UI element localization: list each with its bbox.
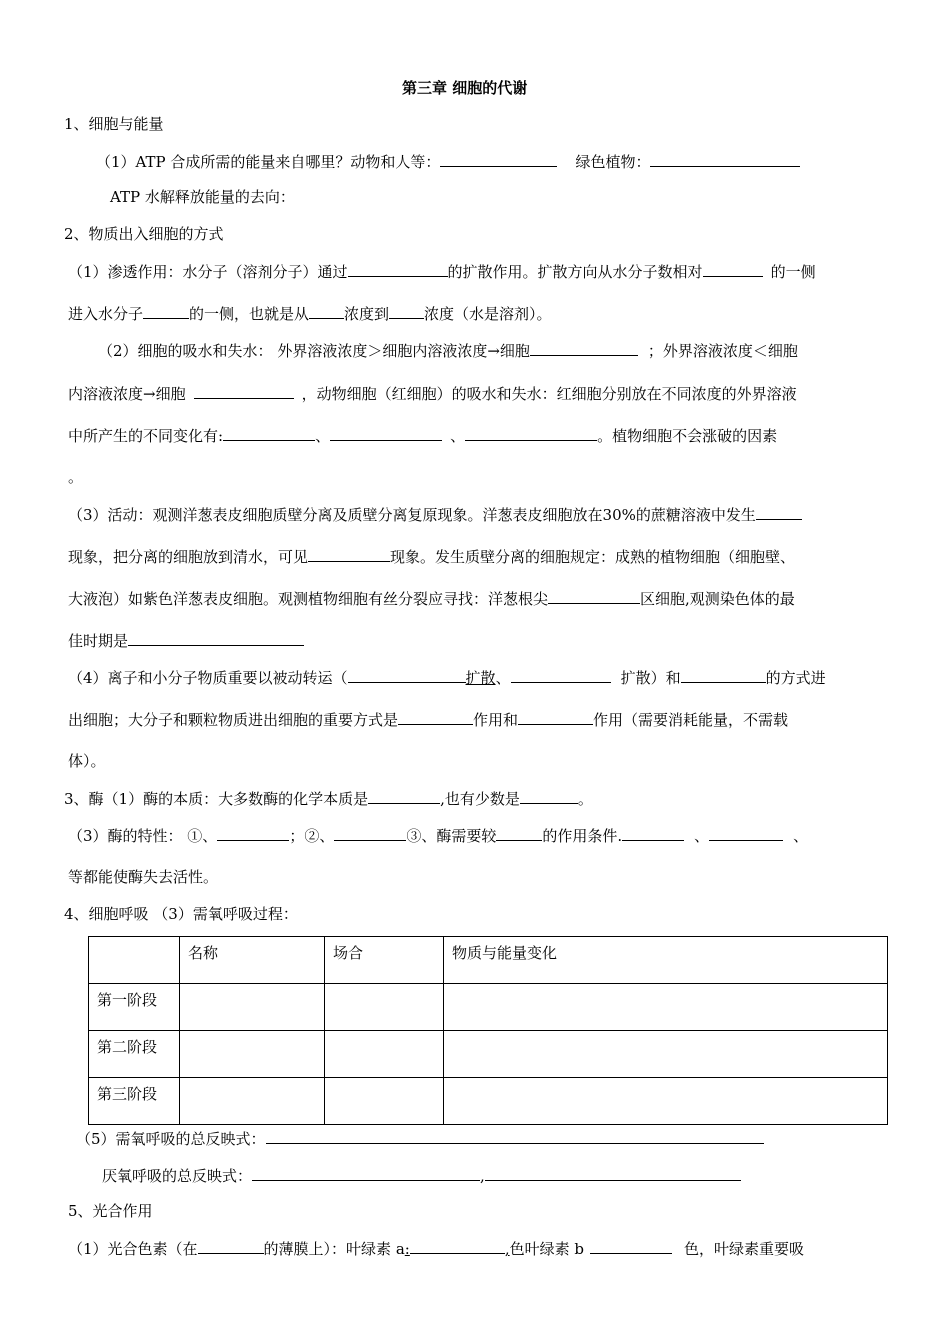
blank-field[interactable]: [410, 1238, 505, 1254]
text: 的一侧，也就是从: [189, 305, 310, 323]
s2-p4-line2: [68, 709, 788, 730]
blank-field[interactable]: [194, 383, 294, 399]
table-cell[interactable]: [180, 1078, 325, 1125]
text: 佳时期是: [68, 632, 129, 650]
text: ,也有少数是: [440, 790, 520, 808]
table-header-cell: 场合: [325, 937, 444, 984]
aerobic-equation-line: [76, 1128, 764, 1149]
blank-field[interactable]: [252, 1165, 480, 1181]
page-title: 第三章 细胞的代谢: [402, 79, 528, 97]
blank-field[interactable]: [622, 825, 684, 841]
blank-field[interactable]: [518, 709, 593, 725]
respiration-table: [88, 936, 888, 1125]
s2-p1-line2: [68, 303, 552, 324]
text: （3）酶的特性： ①、: [68, 827, 218, 845]
section-1-heading: 1、细胞与能量: [64, 115, 164, 133]
blank-field[interactable]: [548, 588, 640, 604]
anaerobic-equation-line: [102, 1165, 741, 1186]
text: 作用（需要消耗能量，不需载: [593, 711, 789, 729]
blank-field[interactable]: [223, 425, 315, 441]
text: ，动物细胞（红细胞）的吸水和失水：红细胞分别放在不同浓度的外界溶液: [301, 385, 797, 403]
table-row: [89, 984, 888, 1031]
text: :: [404, 1240, 410, 1258]
blank-field[interactable]: [348, 261, 448, 277]
blank-field[interactable]: [709, 825, 783, 841]
text: 扩散）和: [620, 669, 681, 687]
s3-line3: 等都能使酶失去活性。: [68, 868, 219, 886]
text: 、: [315, 427, 331, 445]
blank-field[interactable]: [334, 825, 406, 841]
table-row: [89, 1031, 888, 1078]
text: 现象。发生质壁分离的细胞规定：成熟的植物细胞（细胞壁、: [390, 548, 796, 566]
text: 作用和: [473, 711, 519, 729]
table-cell[interactable]: [325, 1078, 444, 1125]
s2-p2-line3: [68, 425, 777, 446]
blank-field[interactable]: [368, 788, 440, 804]
text: 3、酶（1）酶的本质：大多数酶的化学本质是: [64, 790, 369, 808]
table-cell[interactable]: [325, 1031, 444, 1078]
blank-field[interactable]: [440, 151, 557, 167]
text: （5）需氧呼吸的总反映式：: [76, 1130, 266, 1148]
text: ,: [504, 1240, 510, 1258]
s1-q1-line: [96, 151, 800, 172]
table-cell[interactable]: [180, 984, 325, 1031]
s3-line2: [68, 825, 808, 846]
table-header-cell: [89, 937, 180, 984]
s2-p4-line3: 体）。: [68, 752, 106, 770]
text: 色叶绿素 b: [509, 1240, 584, 1258]
text: 的作用条件.: [542, 827, 623, 845]
s3-line1: [64, 788, 593, 809]
text: 的扩散作用。扩散方向从水分子数相对: [447, 263, 703, 281]
table-cell[interactable]: [325, 984, 444, 1031]
text: 浓度（水是溶剂）。: [424, 305, 552, 323]
blank-field[interactable]: [485, 1165, 741, 1181]
text: 内溶液浓度→细胞: [68, 385, 186, 403]
row-label: 第一阶段: [89, 984, 180, 1031]
text: ,: [480, 1167, 485, 1185]
blank-field[interactable]: [128, 630, 304, 646]
blank-field[interactable]: [266, 1128, 764, 1144]
text: 的一侧: [770, 263, 816, 281]
text: 、: [694, 827, 710, 845]
text: 、: [793, 827, 809, 845]
blank-field[interactable]: [389, 303, 424, 319]
section-5-heading: 5、光合作用: [68, 1202, 153, 1220]
text: 。植物细胞不会涨破的因素: [597, 427, 778, 445]
blank-field[interactable]: [590, 1238, 672, 1254]
blank-field[interactable]: [681, 667, 766, 683]
text: 的方式进: [765, 669, 826, 687]
s2-p3-line4: [68, 630, 304, 651]
blank-field[interactable]: [650, 151, 800, 167]
blank-field[interactable]: [530, 340, 638, 356]
s2-p3-line3: [68, 588, 795, 609]
text: （3）活动：观测洋葱表皮细胞质壁分离及质壁分离复原现象。洋葱表皮细胞放在30%的蔗糖溶液中发生: [68, 506, 756, 524]
blank-field[interactable]: [756, 504, 802, 520]
text: 进入水分子: [68, 305, 144, 323]
text: 。: [577, 790, 593, 808]
text: 扩散: [465, 669, 496, 687]
s5-line1: [68, 1238, 804, 1259]
s2-p1-line1: [68, 261, 816, 282]
text: （1）渗透作用：水分子（溶剂分子）通过: [68, 263, 348, 281]
text: 浓度到: [344, 305, 390, 323]
blank-field[interactable]: [217, 825, 289, 841]
text: 中所产生的不同变化有:: [68, 427, 224, 445]
text: 区细胞,观测染色体的最: [640, 590, 795, 608]
text: ③、酶需要较: [406, 827, 497, 845]
section-4-heading: 4、细胞呼吸 （3）需氧呼吸过程：: [64, 905, 298, 923]
text: （2）细胞的吸水和失水： 外界溶液浓度＞细胞内溶液浓度→细胞: [98, 342, 530, 360]
s2-p2-line2: [68, 383, 797, 404]
row-label: 第二阶段: [89, 1031, 180, 1078]
table-row: [89, 1078, 888, 1125]
table-cell[interactable]: [180, 1031, 325, 1078]
text: 色，叶绿素重要吸: [683, 1240, 804, 1258]
blank-field[interactable]: [465, 425, 597, 441]
s2-p3-line1: [68, 504, 802, 525]
text: 现象，把分离的细胞放到清水，可见: [68, 548, 309, 566]
s1-q1-line-2: ATP 水解释放能量的去向：: [110, 188, 295, 206]
s1-q1-text-b: 绿色植物：: [575, 153, 651, 171]
table-cell[interactable]: [444, 1078, 888, 1125]
text: 出细胞；大分子和颗粒物质进出细胞的重要方式是: [68, 711, 399, 729]
blank-field[interactable]: [703, 261, 763, 277]
table-header-row: [89, 937, 888, 984]
s1-q1-text-a: （1）ATP 合成所需的能量来自哪里？动物和人等：: [96, 153, 441, 171]
s2-p2-line4: 。: [68, 468, 84, 486]
text: 厌氧呼吸的总反映式：: [102, 1167, 253, 1185]
blank-field[interactable]: [511, 667, 611, 683]
table-cell[interactable]: [444, 1031, 888, 1078]
blank-field[interactable]: [198, 1238, 264, 1254]
text: 、: [450, 427, 466, 445]
blank-field[interactable]: [143, 303, 189, 319]
s2-p2-line1: [98, 340, 798, 361]
text: 大液泡）如紫色洋葱表皮细胞。观测植物细胞有丝分裂应寻找：洋葱根尖: [68, 590, 549, 608]
blank-field[interactable]: [496, 825, 542, 841]
section-2-heading: 2、物质出入细胞的方式: [64, 225, 224, 243]
blank-field[interactable]: [330, 425, 442, 441]
blank-field[interactable]: [398, 709, 473, 725]
row-label: 第三阶段: [89, 1078, 180, 1125]
blank-field[interactable]: [348, 667, 466, 683]
text: （4）离子和小分子物质重要以被动转运（: [68, 669, 348, 687]
text: 、: [495, 669, 511, 687]
text: （1）光合色素（在: [68, 1240, 198, 1258]
blank-field[interactable]: [308, 546, 390, 562]
table-header-cell: 物质与能量变化: [444, 937, 888, 984]
text: ；②、: [289, 827, 335, 845]
s2-p3-line2: [68, 546, 795, 567]
blank-field[interactable]: [309, 303, 344, 319]
text: 的薄膜上）：叶绿素 a: [263, 1240, 405, 1258]
table-header-cell: 名称: [180, 937, 325, 984]
s2-p4-line1: [68, 667, 826, 688]
table-cell[interactable]: [444, 984, 888, 1031]
blank-field[interactable]: [520, 788, 578, 804]
text: ；外界溶液浓度＜细胞: [647, 342, 798, 360]
